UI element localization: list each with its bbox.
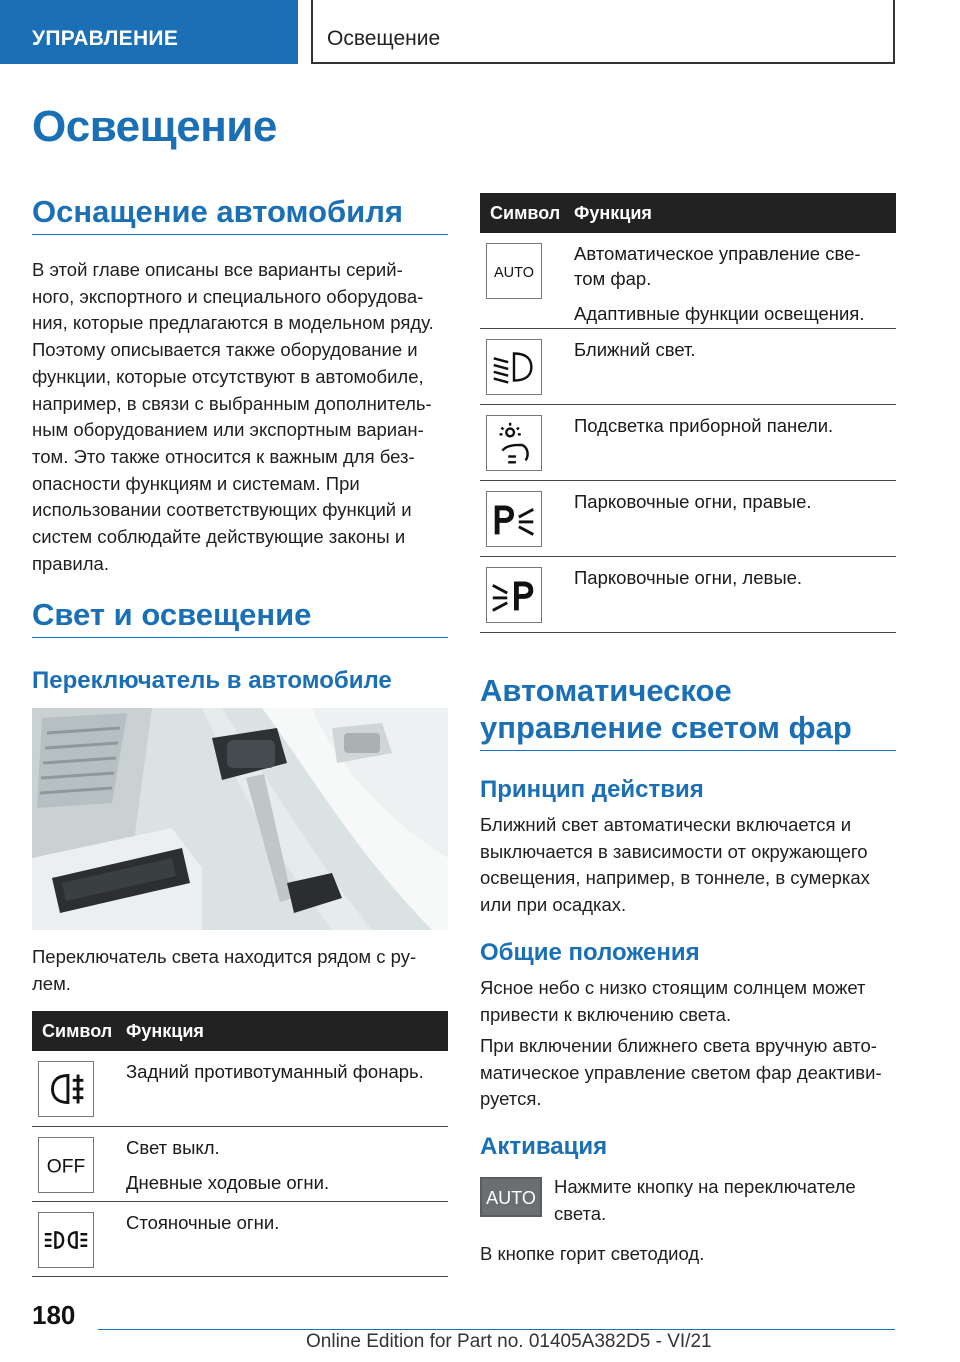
footer-divider xyxy=(98,1329,895,1330)
auto-icon xyxy=(486,243,542,299)
text-line: Поэтому описывается также оборудование и xyxy=(32,339,418,361)
switch-paragraph xyxy=(32,944,448,997)
auto-icon-text: AUTO xyxy=(494,264,534,281)
symbol-cell xyxy=(32,1051,118,1126)
symbol-cell xyxy=(32,1126,118,1201)
parking-lights-icon xyxy=(38,1212,94,1268)
section-tab[interactable]: УПРАВЛЕНИЕ xyxy=(0,0,298,64)
text-line: руется. xyxy=(480,1088,542,1110)
table-row xyxy=(32,1051,448,1126)
function-cell xyxy=(566,233,896,328)
table-row xyxy=(480,233,896,328)
symbol-cell xyxy=(480,233,566,328)
table-header-row xyxy=(480,193,896,233)
text-line: лем. xyxy=(32,972,71,994)
text-line: ного, экспортного и специального оборудова- xyxy=(32,285,424,307)
table-header-row xyxy=(32,1011,448,1051)
text-line: функции, которые отсутствуют в автомобиле, xyxy=(32,365,424,387)
table-row xyxy=(480,480,896,556)
function-text: Автоматическое управление све- том фар. xyxy=(574,243,861,289)
chapter-tab[interactable]: Освещение xyxy=(311,0,895,64)
table-row xyxy=(480,404,896,480)
function-text: Ближний свет. xyxy=(574,338,696,360)
function-cell xyxy=(566,404,896,480)
text-line: В этой главе описаны все варианты серий- xyxy=(32,259,403,280)
heading-principle: Принцип действия xyxy=(480,776,704,803)
text-line: Ближний свет автоматически включается и xyxy=(480,814,852,835)
text-line: матическое управление светом фар деактиви- xyxy=(480,1061,882,1083)
text-line: использовании соответствующих функций и xyxy=(32,499,412,521)
text-line: выключается в зависимости от окружающего xyxy=(480,840,868,862)
col-symbol-header: Символ xyxy=(480,193,566,233)
heading-switch: Переключатель в автомобиле xyxy=(32,667,392,694)
text-line: том. Это также относится к важным для без- xyxy=(32,445,415,467)
symbol-cell xyxy=(32,1201,118,1276)
symbol-cell xyxy=(480,480,566,556)
function-cell xyxy=(118,1051,448,1126)
function-text: Адаптивные функции освещения. xyxy=(574,303,865,324)
function-cell xyxy=(118,1201,448,1276)
function-text: Задний противотуманный фонарь. xyxy=(126,1061,424,1082)
text-line: например, в связи с выбранным дополнитель- xyxy=(32,392,432,414)
function-text: Дневные ходовые огни. xyxy=(126,1171,330,1193)
auto-button-text: AUTO xyxy=(486,1188,536,1208)
function-text: Стояночные огни. xyxy=(126,1211,280,1233)
table-row xyxy=(32,1126,448,1201)
off-icon xyxy=(38,1137,94,1193)
text-line: опасности функциям и системам. При xyxy=(32,472,360,494)
text-line: При включении ближнего света вручную авто- xyxy=(480,1035,877,1056)
function-text: Свет выкл. xyxy=(126,1136,220,1158)
heading-general: Общие положения xyxy=(480,939,700,966)
symbol-cell xyxy=(480,328,566,404)
light-switch-photo xyxy=(32,708,448,930)
auto-button-icon xyxy=(480,1177,542,1217)
col-function-header: Функция xyxy=(566,193,896,233)
general-paragraph-1 xyxy=(480,975,896,1028)
function-cell xyxy=(566,328,896,404)
symbol-cell xyxy=(480,404,566,480)
parking-light-right-icon xyxy=(486,491,542,547)
text-line: Ясное небо с низко стоящим солнцем может xyxy=(480,977,866,998)
table-row xyxy=(480,556,896,632)
text-line: освещения, например, в тоннеле, в сумерках xyxy=(480,867,870,889)
heading-auto-headlights: Автоматическое управление светом фар xyxy=(480,672,896,751)
parking-light-left-icon xyxy=(486,567,542,623)
function-cell xyxy=(566,556,896,632)
text-line: Нажмите кнопку на переключателе xyxy=(554,1176,856,1197)
text-line: привести к включению света. xyxy=(480,1003,732,1025)
low-beam-icon xyxy=(486,339,542,395)
page-number: 180 xyxy=(32,1300,76,1330)
text-line: ния, которые предлагаются в модельном ряду. xyxy=(32,312,434,334)
heading-activation: Активация xyxy=(480,1133,608,1160)
text-line: правила. xyxy=(32,552,109,574)
col-symbol-header: Символ xyxy=(32,1011,118,1051)
col-function-header: Функция xyxy=(118,1011,448,1051)
text-line: или при осадках. xyxy=(480,894,627,916)
symbol-table-left xyxy=(32,1011,448,1277)
text-line: света. xyxy=(554,1202,607,1224)
activation-result: В кнопке горит светодиод. xyxy=(480,1243,705,1264)
function-text: Парковочные огни, правые. xyxy=(574,490,812,512)
table-row xyxy=(32,1201,448,1276)
symbol-cell xyxy=(480,556,566,632)
heading-light: Свет и освещение xyxy=(32,596,448,638)
general-paragraph-2 xyxy=(480,1033,896,1113)
rear-fog-light-icon xyxy=(38,1061,94,1117)
instrument-lighting-icon xyxy=(486,415,542,471)
text-line: систем соблюдайте действующие законы и xyxy=(32,526,406,548)
function-text: Подсветка приборной панели. xyxy=(574,414,834,436)
off-icon-text: OFF xyxy=(46,1156,86,1178)
function-text: Парковочные огни, левые. xyxy=(574,566,803,588)
equipment-paragraph xyxy=(32,257,448,577)
text-line: Переключатель света находится рядом с ру- xyxy=(32,946,417,967)
activation-paragraph xyxy=(554,1174,896,1227)
text-line: ным оборудованием или экспортным вариан- xyxy=(32,419,424,441)
function-cell xyxy=(566,480,896,556)
page-title: Освещение xyxy=(32,102,277,151)
principle-paragraph xyxy=(480,812,896,919)
symbol-table-right xyxy=(480,193,896,633)
function-cell xyxy=(118,1126,448,1201)
table-row xyxy=(480,328,896,404)
footer-edition[interactable]: Online Edition for Part no. 01405A382D5 - VI/21 xyxy=(306,1331,712,1352)
heading-equipment: Оснащение автомобиля xyxy=(32,193,448,235)
